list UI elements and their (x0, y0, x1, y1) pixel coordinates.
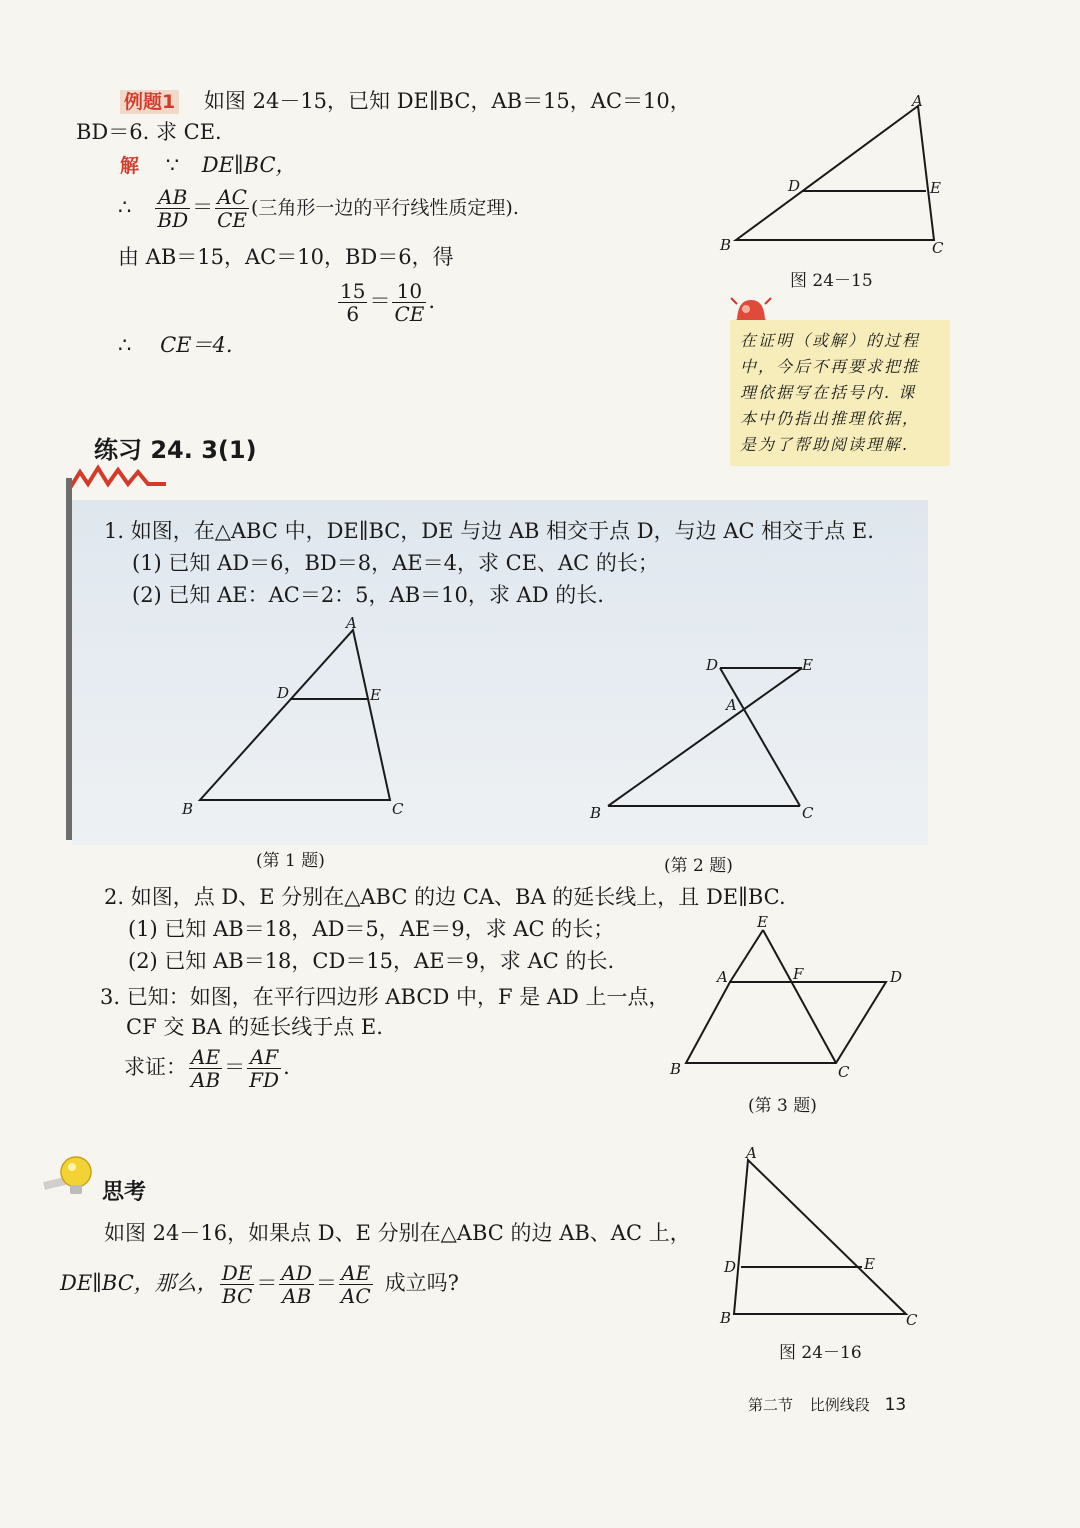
label-f: F (793, 965, 804, 983)
think-line-2 (60, 1262, 459, 1307)
figure-24-16-caption: 图 24－16 (779, 1343, 862, 1363)
question-1-part-2: (2) 已知 AE：AC＝2：5，AB＝10，求 AD 的长. (132, 583, 604, 607)
question-2: 2. 如图，点 D、E 分别在△ABC 的边 CA、BA 的延长线上，且 DE∥BC. (104, 885, 786, 909)
question-2-part-2: (2) 已知 AB＝18，CD＝15，AE＝9，求 AC 的长. (128, 949, 615, 973)
label-a: A (746, 1144, 757, 1162)
result-text: CE＝4. (160, 333, 233, 357)
label-e: E (757, 913, 768, 931)
label-c: C (392, 800, 404, 818)
label-a: A (717, 968, 728, 986)
prove-label: 求证： (124, 1055, 187, 1079)
label-c: C (838, 1063, 850, 1081)
equals-sign: ＝ (315, 1271, 337, 1295)
question-3-prove (124, 1046, 290, 1091)
triangle-abc (734, 1160, 906, 1314)
equals-sign: ＝ (256, 1271, 278, 1295)
label-d: D (277, 684, 290, 702)
solution-line-2 (118, 186, 519, 231)
equals-sign: ＝ (369, 289, 391, 313)
label-e: E (802, 656, 813, 674)
segment-eb (608, 668, 802, 806)
fraction-ae-ab: $\frac{AE}{AB}$ (191, 1045, 221, 1092)
label-a: A (346, 614, 357, 632)
segment-dc (720, 668, 800, 806)
question-2-part-1: (1) 已知 AB＝18，AD＝5，AE＝9，求 AC 的长； (128, 917, 615, 941)
solution-line-1 (120, 150, 297, 181)
lightbulb-icon (40, 1152, 102, 1204)
figure-question-1-caption: (第 1 题) (256, 851, 325, 871)
label-e: E (864, 1255, 875, 1273)
note-line: 本中仍指出推理依据， (740, 409, 921, 428)
label-e: E (930, 179, 941, 197)
figure-24-16 (710, 1142, 940, 1332)
because-text: DE∥BC， (201, 153, 297, 177)
note-box (730, 320, 950, 466)
triangle-abc (200, 630, 390, 800)
page-footer (748, 1394, 906, 1415)
segment-ea (730, 930, 763, 982)
fraction-af-fd: $\frac{AF}{FD}$ (249, 1045, 280, 1092)
segment-ec (763, 930, 836, 1063)
example-tag: 例题1 (120, 90, 179, 114)
solution-label: 解 (120, 155, 140, 177)
fraction-10-ce: $\frac{10}{CE}$ (394, 279, 425, 326)
footer-chapter: 比例线段 (809, 1396, 870, 1414)
label-c: C (802, 804, 814, 822)
parallelogram-abcd (686, 982, 886, 1063)
note-line: 在证明（或解）的过程 (740, 331, 921, 350)
figure-question-3-caption: (第 3 题) (748, 1096, 817, 1116)
solution-result (118, 330, 233, 360)
label-d: D (788, 177, 801, 195)
example-line-2: BD＝6. 求 CE. (76, 120, 222, 144)
example-heading (76, 86, 691, 117)
zigzag-decoration-icon (66, 462, 176, 492)
label-d: D (890, 968, 903, 986)
label-a: A (726, 696, 737, 714)
think-line-2-end: 成立吗? (384, 1271, 459, 1295)
period: . (283, 1055, 290, 1079)
practice-title: 练习 24. 3(1) (94, 436, 257, 464)
equals-sign: ＝ (224, 1055, 246, 1079)
fraction-ab-bd: $\frac{AB}{BD}$ (157, 185, 189, 232)
example-line-1: 如图 24－15，已知 DE∥BC，AB＝15，AC＝10， (203, 89, 691, 113)
question-3-line-1: 3. 已知：如图，在平行四边形 ABCD 中，F 是 AD 上一点， (100, 985, 670, 1009)
note-line: 中，今后不再要求把推 (740, 357, 921, 376)
period: . (428, 289, 436, 313)
fraction-de-bc: $\frac{DE}{BC}$ (221, 1261, 253, 1308)
figure-question-2 (580, 650, 830, 825)
theorem-reason: (三角形一边的平行线性质定理). (251, 197, 519, 219)
therefore-symbol: ∴ (118, 333, 132, 357)
note-line: 理依据写在括号内. 课 (740, 383, 917, 402)
think-line-2-start: DE∥BC，那么， (60, 1271, 218, 1295)
because-symbol: ∵ (165, 153, 180, 177)
label-b: B (670, 1060, 682, 1078)
equals-sign: ＝ (192, 195, 214, 219)
think-title: 思考 (102, 1180, 147, 1205)
page-number: 13 (884, 1395, 907, 1415)
label-c: C (932, 239, 944, 257)
fraction-ac-ce: $\frac{AC}{CE}$ (217, 185, 248, 232)
label-b: B (720, 236, 732, 254)
fraction-ae-ac: $\frac{AE}{AC}$ (340, 1261, 371, 1308)
question-1-part-1: (1) 已知 AD＝6，BD＝8，AE＝4，求 CE、AC 的长； (132, 551, 659, 575)
label-d: D (706, 656, 719, 674)
fraction-ad-ab: $\frac{AD}{AB}$ (281, 1261, 312, 1308)
label-d: D (724, 1258, 737, 1276)
figure-24-15 (700, 90, 960, 260)
solution-calc (336, 280, 435, 325)
footer-section: 第二节 (748, 1396, 794, 1414)
question-3-line-2: CF 交 BA 的延长线于点 E. (126, 1015, 383, 1039)
note-line: 是为了帮助阅读理解. (740, 435, 910, 454)
label-c: C (906, 1311, 918, 1329)
triangle-abc (736, 106, 934, 240)
figure-24-15-caption: 图 24－15 (790, 271, 873, 291)
label-e: E (370, 686, 381, 704)
figure-question-1 (170, 612, 420, 822)
label-b: B (182, 800, 194, 818)
think-line-1: 如图 24－16，如果点 D、E 分别在△ABC 的边 AB、AC 上， (104, 1221, 691, 1245)
question-1: 1. 如图，在△ABC 中，DE∥BC，DE 与边 AB 相交于点 D，与边 AC 相交于点 E. (104, 519, 874, 543)
therefore-symbol: ∴ (118, 195, 132, 219)
solution-given: 由 AB＝15，AC＝10，BD＝6，得 (118, 245, 454, 269)
figure-question-3 (660, 910, 910, 1085)
figure-question-2-caption: (第 2 题) (664, 856, 733, 876)
label-a: A (912, 92, 923, 110)
label-b: B (720, 1309, 732, 1327)
label-b: B (590, 804, 602, 822)
fraction-15-6: $\frac{15}{6}$ (340, 279, 366, 326)
